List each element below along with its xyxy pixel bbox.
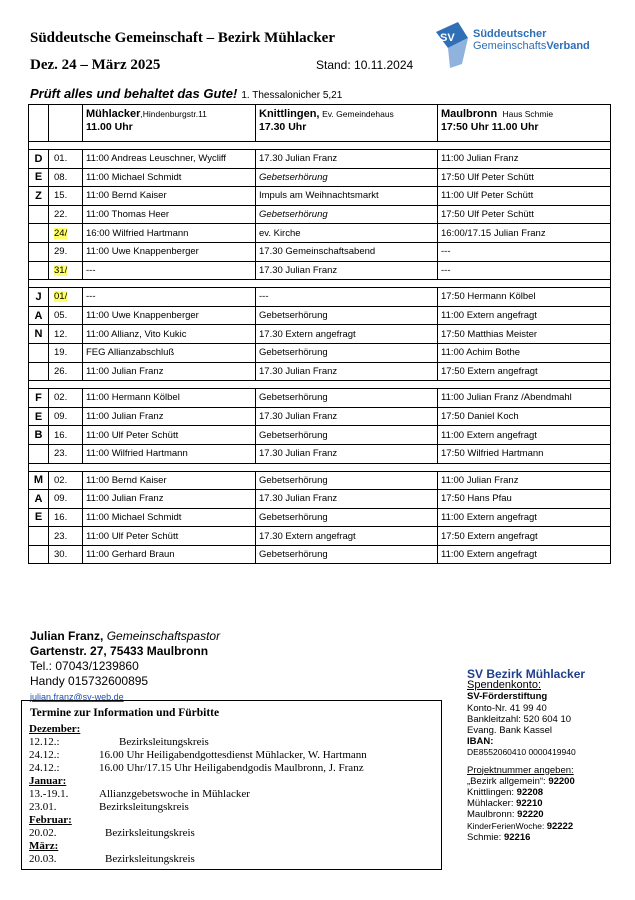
day-cell-text: 02. [54,392,68,404]
month-letter-text: D [34,152,43,165]
knittlingen-cell-text: 17.30 Julian Franz [259,365,338,377]
info-date: 13.-19.1. [29,788,69,800]
info-text: Bezirksleitungskreis [105,827,195,839]
month-letter-text: N [34,328,43,341]
maulbronn-cell-text: 11:00 Julian Franz [441,153,519,165]
schedule-row [29,407,611,426]
maulbronn-cell-text: 17:50 Hans Pfau [441,493,512,505]
bank-name: Evang. Bank Kassel [467,725,553,737]
muehlacker-cell [83,527,256,546]
month-letter [29,490,49,509]
info-month-head: Dezember: [29,723,81,735]
month-letter [29,242,49,261]
maulbronn-cell-text: 11:00 Julian Franz /Abendmahl [441,392,572,404]
knittlingen-cell-text: Gebetserhörung [259,549,328,561]
muehlacker-cell-text: 11:00 Bernd Kaiser [86,190,167,202]
knittlingen-cell [256,527,438,546]
knittlingen-cell-text: Gebetserhörung [259,511,328,523]
maulbronn-cell [438,325,611,344]
muehlacker-cell-text: 11:00 Uwe Knappenberger [86,310,199,322]
knittlingen-cell-text: Gebetserhörung [259,392,328,404]
knittlingen-cell [256,426,438,445]
muehlacker-cell-text: 11:00 Gerhard Braun [86,549,175,561]
schedule-row [29,242,611,261]
day-cell [49,261,83,280]
project-item: KinderFerienWoche: 92222 [467,820,574,832]
schedule-row [29,444,611,463]
block-gap [29,142,611,150]
month-letter [29,325,49,344]
schedule-row [29,545,611,564]
knittlingen-cell-text: Gebetserhörung [259,474,328,486]
maulbronn-cell-text: 11:00 Julian Franz [441,474,519,486]
muehlacker-cell-text: 11:00 Wilfried Hartmann [86,448,188,460]
muehlacker-cell [83,490,256,509]
maulbronn-cell-text: 11:00 Extern angefragt [441,549,537,561]
day-cell [49,224,83,243]
month-letter [29,261,49,280]
muehlacker-cell-text: 11:00 Andreas Leuschner, Wycliff [86,153,227,165]
day-cell-text: 23. [54,530,68,542]
muehlacker-cell [83,224,256,243]
maulbronn-cell [438,471,611,490]
month-letter [29,306,49,325]
knittlingen-cell-text: 17.30 Julian Franz [259,264,338,276]
konto-head: Spendenkonto: [467,679,542,692]
schedule-row [29,261,611,280]
month-letter [29,545,49,564]
info-title: Termine zur Information und Fürbitte [30,707,220,719]
knittlingen-cell-text: Gebetserhörung [259,347,328,359]
month-letter [29,288,49,307]
muehlacker-cell [83,545,256,564]
contact-email-link[interactable]: julian.franz@sv-web.de [30,692,124,702]
info-date: 20.02. [29,827,57,839]
knittlingen-cell [256,224,438,243]
info-text: Bezirksleitungskreis [105,853,195,865]
maulbronn-cell [438,545,611,564]
project-head: Projektnummer angeben: [467,764,574,776]
day-cell [49,471,83,490]
contact-handy: Handy 015732600895 [30,674,149,688]
project-item: Mühlacker: 92210 [467,798,543,810]
muehlacker-cell [83,362,256,381]
logo-text [473,28,590,52]
day-cell-text: 30. [54,549,68,561]
maulbronn-cell [438,224,611,243]
muehlacker-cell-text: 11:00 Uwe Knappenberger [86,246,199,258]
schedule-row [29,187,611,206]
february-block [29,381,611,463]
muehlacker-cell-text: --- [86,264,96,276]
maulbronn-cell-text: 11:00 Achim Bothe [441,347,521,359]
knittlingen-cell [256,325,438,344]
maulbronn-cell-text: 17:50 Hermann Kölbel [441,291,536,303]
day-cell-text: 16. [54,429,68,441]
knittlingen-cell-text: 17.30 Julian Franz [259,493,338,505]
month-letter-text: E [34,511,43,524]
knittlingen-cell [256,187,438,206]
knittlingen-cell [256,545,438,564]
schedule-row [29,389,611,408]
muehlacker-cell-text: 11:00 Bernd Kaiser [86,474,167,486]
project-item: „Bezirk allgemein“: 92200 [467,775,575,787]
day-cell [49,389,83,408]
month-letter [29,187,49,206]
day-cell [49,306,83,325]
svg-text:SV: SV [440,32,455,44]
month-letter-text: E [34,410,43,423]
knittlingen-cell-text: --- [259,291,269,303]
schedule-row [29,508,611,527]
day-cell-text: 12. [54,328,68,340]
bank-holder: SV-Förderstiftung [467,691,548,703]
muehlacker-cell [83,150,256,169]
day-cell-text: 05. [54,310,68,322]
bank-konto: Konto-Nr. 41 99 40 [467,702,547,714]
knittlingen-cell-text: 17.30 Gemeinschaftsabend [259,246,376,258]
maulbronn-cell [438,261,611,280]
day-cell-text: 15. [54,190,68,202]
schedule-row [29,471,611,490]
info-date: 23.01. [29,801,57,813]
day-cell-text: 16. [54,511,68,523]
day-cell-text: 01. [54,153,68,165]
knittlingen-cell-text: Gebetserhörung [259,310,328,322]
maulbronn-cell [438,362,611,381]
maulbronn-cell-text: 16:00/17.15 Julian Franz [441,227,546,239]
month-letter [29,150,49,169]
schedule-row [29,527,611,546]
knittlingen-cell-text: Gebetserhörung [259,209,328,221]
contact-tel: Tel.: 07043/1239860 [30,659,139,673]
knittlingen-cell [256,261,438,280]
day-cell [49,325,83,344]
muehlacker-cell [83,205,256,224]
knittlingen-cell [256,306,438,325]
day-cell-text: 09. [54,411,68,423]
info-date: 12.12.: [29,736,60,748]
day-cell-text: 22. [54,209,68,221]
muehlacker-cell [83,508,256,527]
month-letter [29,527,49,546]
day-cell [49,508,83,527]
block-gap [29,381,611,389]
month-letter-text: E [34,171,43,184]
knittlingen-cell [256,471,438,490]
muehlacker-cell [83,426,256,445]
maulbronn-cell-text: 17:50 Matthias Meister [441,328,538,340]
month-letter [29,407,49,426]
month-letter [29,362,49,381]
muehlacker-cell [83,242,256,261]
schedule-row [29,343,611,362]
iban-head: IBAN: [467,736,494,748]
maulbronn-cell-text: 11:00 Ulf Peter Schütt [441,190,534,202]
maulbronn-cell [438,508,611,527]
muehlacker-cell [83,343,256,362]
schedule-row [29,288,611,307]
project-item: Schmie: 92216 [467,831,531,843]
schedule-row [29,168,611,187]
info-text: Bezirksleitungskreis [99,801,189,813]
day-cell [49,288,83,307]
block-gap [29,463,611,471]
muehlacker-cell [83,168,256,187]
bank-blz: Bankleitzahl: 520 604 10 [467,713,572,725]
day-cell [49,150,83,169]
muehlacker-cell-text: 11:00 Michael Schmidt [86,511,182,523]
knittlingen-cell [256,343,438,362]
knittlingen-cell [256,242,438,261]
knittlingen-cell-text: Gebetserhörung [259,171,328,183]
maulbronn-cell [438,490,611,509]
knittlingen-cell [256,362,438,381]
knittlingen-cell [256,168,438,187]
maulbronn-cell-text: 17:50 Daniel Koch [441,411,519,423]
info-box [21,700,442,870]
info-text: Allianzgebetswoche in Mühlacker [99,788,250,800]
day-cell-text: 09. [54,493,68,505]
muehlacker-cell [83,306,256,325]
day-cell [49,242,83,261]
day-cell-text: 31/ [54,264,68,276]
day-cell-text: 01/ [54,291,68,303]
muehlacker-cell [83,407,256,426]
knittlingen-cell-text: 17.30 Extern angefragt [259,530,356,542]
knittlingen-cell-text: 17.30 Julian Franz [259,153,338,165]
iban-value: DE8552060410 0000419940 [467,747,576,758]
day-cell-text: 26. [54,365,68,377]
contact-name: Julian Franz, [30,629,104,643]
maulbronn-cell-text: 17:50 Ulf Peter Schütt [441,171,534,183]
knittlingen-cell-text: 17.30 Julian Franz [259,411,338,423]
day-cell [49,168,83,187]
day-cell [49,205,83,224]
maulbronn-cell [438,527,611,546]
muehlacker-cell-text: 11:00 Julian Franz [86,493,164,505]
project-list [467,776,585,843]
day-cell [49,527,83,546]
contact-role: Gemeinschaftspastor [106,629,221,643]
schedule-row [29,205,611,224]
schedule-table [28,104,611,564]
day-cell [49,426,83,445]
muehlacker-cell [83,187,256,206]
day-cell [49,187,83,206]
day-cell-text: 23. [54,448,68,460]
bank-title: SV Bezirk Mühlacker [467,667,586,681]
muehlacker-cell-text: 11:00 Ulf Peter Schütt [86,429,179,441]
month-letter [29,444,49,463]
muehlacker-cell [83,444,256,463]
knittlingen-cell-text: Gebetserhörung [259,429,328,441]
col-header-maulbronn: Maulbronn Haus Schmie 17:50 Uhr 11.00 Uhr [438,105,611,142]
maulbronn-cell-text: 17:50 Extern angefragt [441,530,538,542]
maulbronn-cell-text: 11:00 Extern angefragt [441,310,537,322]
muehlacker-cell-text: 11:00 Michael Schmidt [86,171,182,183]
month-letter-text: A [34,309,43,322]
maulbronn-cell-text: --- [441,246,451,258]
muehlacker-cell [83,325,256,344]
knittlingen-cell-text: Impuls am Weihnachtsmarkt [259,190,379,202]
schedule-row [29,224,611,243]
knittlingen-cell [256,288,438,307]
maulbronn-cell-text: 17:50 Ulf Peter Schütt [441,209,534,221]
contact-block [30,629,220,705]
day-cell [49,490,83,509]
project-item: Knittlingen: 92208 [467,787,544,799]
maulbronn-cell [438,407,611,426]
stand-date: Stand: 10.11.2024 [316,58,414,72]
logo-line2: GemeinschaftsVerband [473,40,590,52]
maulbronn-cell-text: 11:00 Extern angefragt [441,511,537,523]
maulbronn-cell [438,205,611,224]
maulbronn-cell [438,426,611,445]
maulbronn-cell-text: 11:00 Extern angefragt [441,429,537,441]
day-cell [49,545,83,564]
day-cell [49,362,83,381]
day-cell-text: 08. [54,171,68,183]
maulbronn-cell [438,150,611,169]
info-date: 24.12.: [29,762,60,774]
maulbronn-cell [438,242,611,261]
info-text: Bezirksleitungskreis [119,736,209,748]
muehlacker-cell-text: 11:00 Allianz, Vito Kukic [86,328,187,340]
day-cell-text: 19. [54,347,68,359]
info-month-head: Februar: [29,814,72,826]
knittlingen-cell-text: ev. Kirche [259,227,301,239]
day-cell-text: 24/ [54,227,68,239]
muehlacker-cell-text: 11:00 Julian Franz [86,411,164,423]
schedule-header-row [29,105,611,142]
muehlacker-cell [83,288,256,307]
day-cell [49,444,83,463]
info-month-head: Januar: [29,775,67,787]
col-header-knittlingen: Knittlingen, Ev. Gemeindehaus 17.30 Uhr [256,105,438,142]
muehlacker-cell [83,471,256,490]
maulbronn-cell [438,306,611,325]
knittlingen-cell [256,508,438,527]
month-letter [29,168,49,187]
logo-line1: Süddeutscher [473,28,547,40]
document-title: Süddeutsche Gemeinschaft – Bezirk Mühlacker [30,30,335,46]
muehlacker-cell-text: 11:00 Hermann Kölbel [86,392,180,404]
maulbronn-cell [438,389,611,408]
march-block [29,463,611,564]
knittlingen-cell [256,444,438,463]
muehlacker-cell-text: FEG Allianzabschluß [86,347,175,359]
knittlingen-cell [256,490,438,509]
maulbronn-cell [438,343,611,362]
project-item: Maulbronn: 92220 [467,809,544,821]
january-block [29,280,611,381]
muehlacker-cell-text: 11:00 Ulf Peter Schütt [86,530,179,542]
contact-street: Gartenstr. 27, 75433 Maulbronn [30,644,209,658]
knittlingen-cell-text: 17.30 Extern angefragt [259,328,356,340]
month-letter [29,343,49,362]
month-letter [29,205,49,224]
month-letter-text: B [34,429,43,442]
info-text: 16.00 Uhr/17.15 Uhr Heiligabendgodis Maulbronn, J. Franz [99,762,364,774]
maulbronn-cell [438,168,611,187]
knittlingen-cell [256,407,438,426]
month-letter [29,508,49,527]
info-month-head: März: [29,840,59,852]
muehlacker-cell-text: 11:00 Julian Franz [86,365,164,377]
month-letter [29,389,49,408]
maulbronn-cell-text: 17:50 Wilfried Hartmann [441,448,544,460]
info-text: 16.00 Uhr Heiligabendgottesdienst Mühlacker, W. Hartmann [99,749,367,761]
muehlacker-cell [83,389,256,408]
schedule-row [29,426,611,445]
muehlacker-cell-text: 16:00 Wilfried Hartmann [86,227,189,239]
day-cell [49,343,83,362]
col-header-muehlacker: Mühlacker,Hindenburgstr.11 11.00 Uhr [83,105,256,142]
knittlingen-cell [256,150,438,169]
maulbronn-cell [438,187,611,206]
day-cell [49,407,83,426]
schedule-row [29,362,611,381]
month-letter-text: A [34,492,43,505]
schedule-row [29,306,611,325]
schedule-row [29,490,611,509]
schedule-row [29,325,611,344]
maulbronn-cell-text: 17:50 Extern angefragt [441,365,538,377]
month-letter [29,426,49,445]
maulbronn-cell [438,444,611,463]
schedule-row [29,150,611,169]
month-letter-text: F [35,391,42,404]
month-letter [29,471,49,490]
motto: Prüft alles und behaltet das Gute! 1. Thessalonicher 5,21 [30,86,343,101]
month-letter-text: J [35,290,42,303]
day-cell-text: 29. [54,246,68,258]
muehlacker-cell [83,261,256,280]
day-cell-text: 02. [54,474,68,486]
bank-block [467,669,585,843]
block-gap [29,280,611,288]
maulbronn-cell [438,288,611,307]
month-letter-text: M [33,474,44,487]
knittlingen-cell-text: 17.30 Julian Franz [259,448,338,460]
muehlacker-cell-text: --- [86,291,96,303]
month-letter-text: Z [35,189,42,202]
knittlingen-cell [256,389,438,408]
december-block [29,142,611,280]
knittlingen-cell [256,205,438,224]
info-date: 24.12.: [29,749,60,761]
month-letter [29,224,49,243]
muehlacker-cell-text: 11:00 Thomas Heer [86,209,170,221]
document-dates: Dez. 24 – März 2025 [30,57,161,73]
info-date: 20.03. [29,853,57,865]
maulbronn-cell-text: --- [441,264,451,276]
